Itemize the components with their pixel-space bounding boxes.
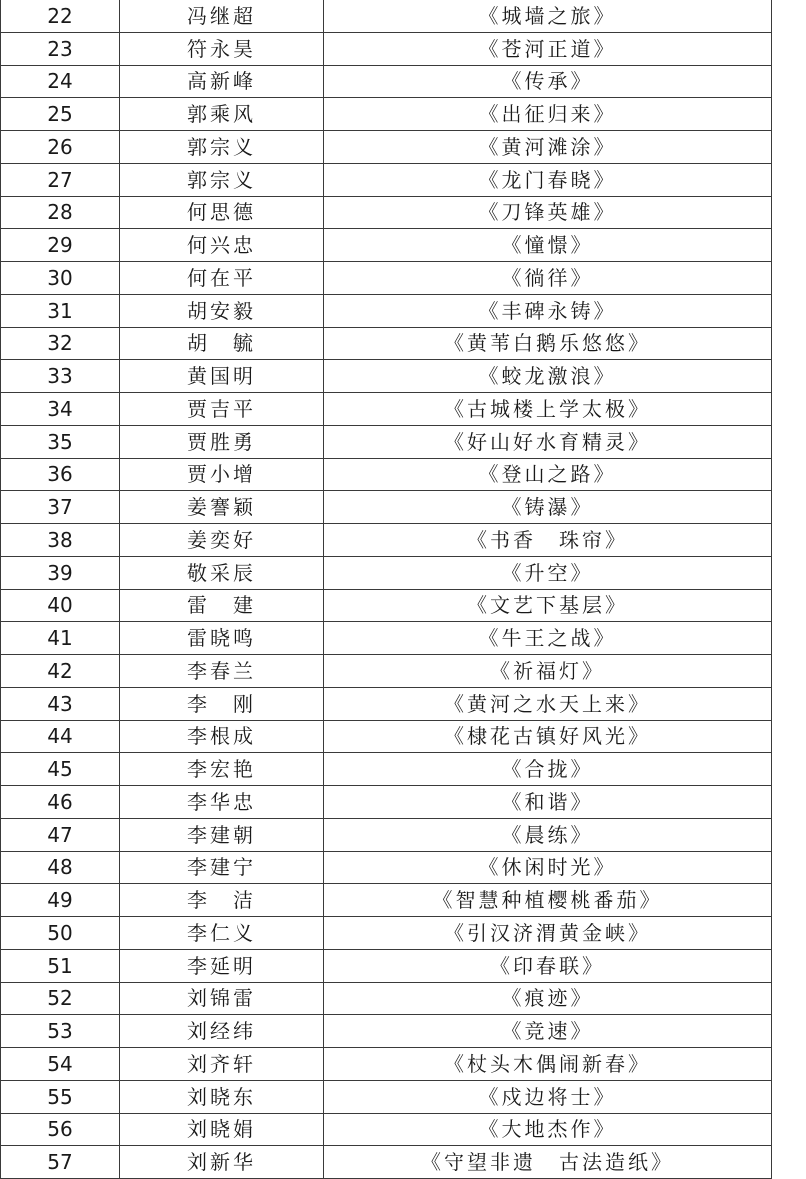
- entry-number: 48: [1, 851, 120, 884]
- table-row: [1, 851, 772, 884]
- work-title: 《黄苇白鹅乐悠悠》: [324, 327, 772, 360]
- entry-number: 42: [1, 655, 120, 688]
- entry-number: 40: [1, 589, 120, 622]
- table-row: [1, 818, 772, 851]
- entry-number: 41: [1, 622, 120, 655]
- work-title: 《智慧种植樱桃番茄》: [324, 884, 772, 917]
- entry-number: 50: [1, 917, 120, 950]
- table-row: [1, 491, 772, 524]
- table-row: [1, 327, 772, 360]
- table-row: [1, 1048, 772, 1081]
- entries-table-body: [1, 0, 772, 1179]
- author-name: 李 刚: [120, 687, 324, 720]
- author-name: 郭宗义: [120, 163, 324, 196]
- table-row: [1, 32, 772, 65]
- entry-number: 36: [1, 458, 120, 491]
- author-name: 贾胜勇: [120, 425, 324, 458]
- work-title: 《休闲时光》: [324, 851, 772, 884]
- work-title: 《合拢》: [324, 753, 772, 786]
- table-row: [1, 425, 772, 458]
- work-title: 《书香 珠帘》: [324, 524, 772, 557]
- entry-number: 39: [1, 556, 120, 589]
- work-title: 《和谐》: [324, 786, 772, 819]
- table-row: [1, 949, 772, 982]
- author-name: 刘晓娟: [120, 1113, 324, 1146]
- work-title: 《守望非遗 古法造纸》: [324, 1146, 772, 1179]
- entry-number: 26: [1, 131, 120, 164]
- author-name: 刘锦雷: [120, 982, 324, 1015]
- author-name: 李建朝: [120, 818, 324, 851]
- author-name: 胡安毅: [120, 294, 324, 327]
- work-title: 《大地杰作》: [324, 1113, 772, 1146]
- work-title: 《徜徉》: [324, 262, 772, 295]
- entry-number: 30: [1, 262, 120, 295]
- table-row: [1, 687, 772, 720]
- entry-number: 46: [1, 786, 120, 819]
- table-row: [1, 982, 772, 1015]
- author-name: 敬采辰: [120, 556, 324, 589]
- table-row: [1, 0, 772, 32]
- author-name: 何思德: [120, 196, 324, 229]
- table-row: [1, 556, 772, 589]
- work-title: 《棣花古镇好风光》: [324, 720, 772, 753]
- author-name: 刘新华: [120, 1146, 324, 1179]
- author-name: 姜奕好: [120, 524, 324, 557]
- entry-number: 22: [1, 0, 120, 32]
- entry-number: 55: [1, 1080, 120, 1113]
- author-name: 黄国明: [120, 360, 324, 393]
- table-row: [1, 1113, 772, 1146]
- work-title: 《龙门春晓》: [324, 163, 772, 196]
- work-title: 《引汉济渭黄金峡》: [324, 917, 772, 950]
- author-name: 李春兰: [120, 655, 324, 688]
- table-row: [1, 524, 772, 557]
- table-row: [1, 131, 772, 164]
- author-name: 贾吉平: [120, 393, 324, 426]
- table-row: [1, 229, 772, 262]
- work-title: 《痕迹》: [324, 982, 772, 1015]
- entry-number: 37: [1, 491, 120, 524]
- entry-number: 56: [1, 1113, 120, 1146]
- entry-number: 32: [1, 327, 120, 360]
- entry-number: 52: [1, 982, 120, 1015]
- entry-number: 28: [1, 196, 120, 229]
- author-name: 高新峰: [120, 65, 324, 98]
- author-name: 雷晓鸣: [120, 622, 324, 655]
- author-name: 刘齐轩: [120, 1048, 324, 1081]
- table-row: [1, 589, 772, 622]
- entry-number: 51: [1, 949, 120, 982]
- author-name: 李根成: [120, 720, 324, 753]
- work-title: 《文艺下基层》: [324, 589, 772, 622]
- entry-number: 35: [1, 425, 120, 458]
- entry-number: 25: [1, 98, 120, 131]
- table-row: [1, 294, 772, 327]
- table-row: [1, 884, 772, 917]
- work-title: 《戍边将士》: [324, 1080, 772, 1113]
- work-title: 《憧憬》: [324, 229, 772, 262]
- entry-number: 24: [1, 65, 120, 98]
- entry-number: 31: [1, 294, 120, 327]
- entry-number: 34: [1, 393, 120, 426]
- entry-number: 53: [1, 1015, 120, 1048]
- table-row: [1, 1015, 772, 1048]
- author-name: 李建宁: [120, 851, 324, 884]
- author-name: 刘晓东: [120, 1080, 324, 1113]
- table-row: [1, 98, 772, 131]
- table-row: [1, 1146, 772, 1179]
- author-name: 符永昊: [120, 32, 324, 65]
- work-title: 《晨练》: [324, 818, 772, 851]
- author-name: 姜謇颖: [120, 491, 324, 524]
- table-row: [1, 262, 772, 295]
- work-title: 《杖头木偶闹新春》: [324, 1048, 772, 1081]
- work-title: 《出征归来》: [324, 98, 772, 131]
- entry-number: 27: [1, 163, 120, 196]
- work-title: 《祈福灯》: [324, 655, 772, 688]
- entry-number: 43: [1, 687, 120, 720]
- author-name: 李宏艳: [120, 753, 324, 786]
- table-row: [1, 360, 772, 393]
- work-title: 《黄河滩涂》: [324, 131, 772, 164]
- author-name: 郭乘风: [120, 98, 324, 131]
- author-name: 李华忠: [120, 786, 324, 819]
- work-title: 《登山之路》: [324, 458, 772, 491]
- entry-number: 49: [1, 884, 120, 917]
- work-title: 《好山好水育精灵》: [324, 425, 772, 458]
- table-row: [1, 393, 772, 426]
- entry-number: 38: [1, 524, 120, 557]
- table-row: [1, 458, 772, 491]
- author-name: 何兴忠: [120, 229, 324, 262]
- work-title: 《铸瀑》: [324, 491, 772, 524]
- table-row: [1, 786, 772, 819]
- table-row: [1, 65, 772, 98]
- table-row: [1, 655, 772, 688]
- work-title: 《城墙之旅》: [324, 0, 772, 32]
- work-title: 《传承》: [324, 65, 772, 98]
- table-row: [1, 622, 772, 655]
- entry-number: 54: [1, 1048, 120, 1081]
- work-title: 《古城楼上学太极》: [324, 393, 772, 426]
- author-name: 刘经纬: [120, 1015, 324, 1048]
- work-title: 《丰碑永铸》: [324, 294, 772, 327]
- table-row: [1, 196, 772, 229]
- table-row: [1, 917, 772, 950]
- work-title: 《蛟龙激浪》: [324, 360, 772, 393]
- table-row: [1, 163, 772, 196]
- author-name: 雷 建: [120, 589, 324, 622]
- author-name: 胡 毓: [120, 327, 324, 360]
- author-name: 李仁义: [120, 917, 324, 950]
- work-title: 《牛王之战》: [324, 622, 772, 655]
- author-name: 李延明: [120, 949, 324, 982]
- work-title: 《竞速》: [324, 1015, 772, 1048]
- author-name: 何在平: [120, 262, 324, 295]
- entry-number: 45: [1, 753, 120, 786]
- work-title: 《黄河之水天上来》: [324, 687, 772, 720]
- entry-number: 23: [1, 32, 120, 65]
- entry-number: 44: [1, 720, 120, 753]
- author-name: 冯继超: [120, 0, 324, 32]
- table-row: [1, 1080, 772, 1113]
- work-title: 《印春联》: [324, 949, 772, 982]
- work-title: 《升空》: [324, 556, 772, 589]
- entry-number: 29: [1, 229, 120, 262]
- entry-number: 47: [1, 818, 120, 851]
- author-name: 李 洁: [120, 884, 324, 917]
- entry-number: 33: [1, 360, 120, 393]
- work-title: 《苍河正道》: [324, 32, 772, 65]
- table-row: [1, 753, 772, 786]
- work-title: 《刀锋英雄》: [324, 196, 772, 229]
- entry-number: 57: [1, 1146, 120, 1179]
- author-name: 郭宗义: [120, 131, 324, 164]
- table-row: [1, 720, 772, 753]
- author-name: 贾小增: [120, 458, 324, 491]
